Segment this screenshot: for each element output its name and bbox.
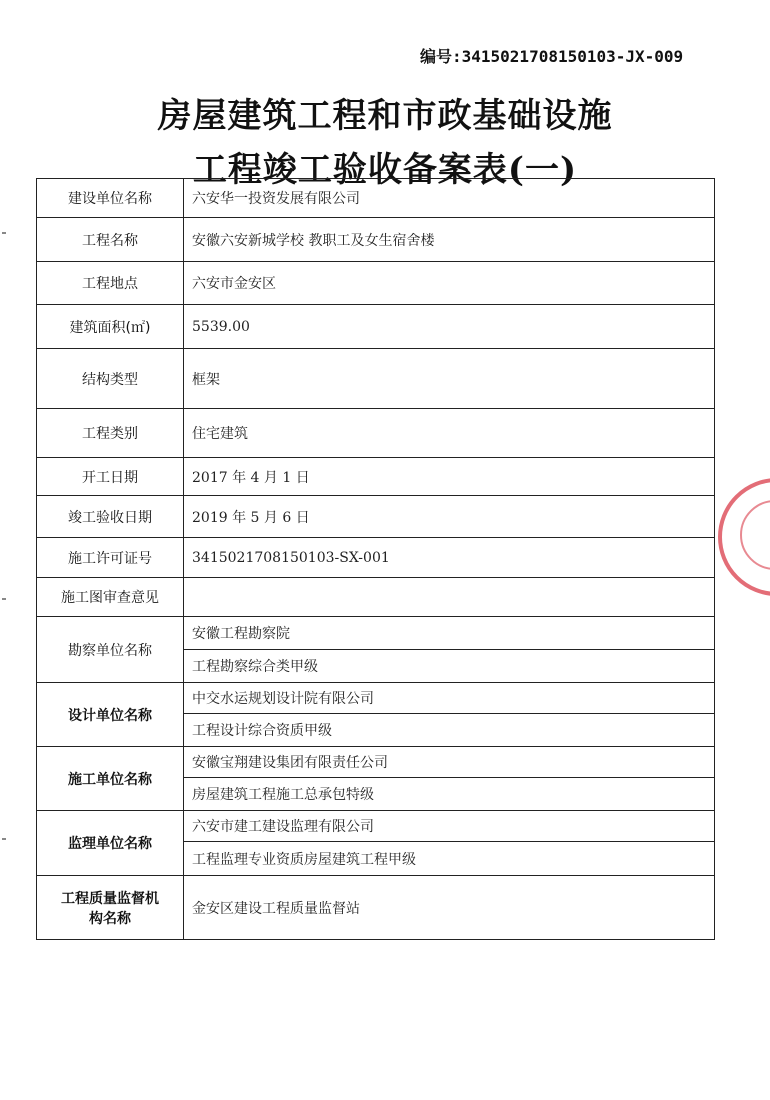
scan-edge-mark <box>2 838 6 840</box>
row-area <box>37 305 715 349</box>
title-line-1: 房屋建筑工程和市政基础设施 <box>157 96 613 136</box>
value-permit-no: 3415021708150103-SX-001 <box>184 538 715 578</box>
label-structure: 结构类型 <box>37 349 184 409</box>
scan-edge-mark <box>2 598 6 600</box>
label-start-date: 开工日期 <box>37 458 184 496</box>
row-acceptance-date <box>37 496 715 538</box>
label-survey: 勘察单位名称 <box>37 617 184 683</box>
value-structure: 框架 <box>184 349 715 409</box>
title-line-2: 工程竣工验收备案表(一) <box>192 150 578 190</box>
label-area: 建筑面积(㎡) <box>37 305 184 349</box>
label-drawing-review: 施工图审查意见 <box>37 578 184 617</box>
label-construction: 施工单位名称 <box>37 747 184 811</box>
row-structure <box>37 349 715 409</box>
value-area: 5539.00 <box>184 305 715 349</box>
label-supervision: 监理单位名称 <box>37 811 184 876</box>
row-start-date <box>37 458 715 496</box>
value-design-qualification: 工程设计综合资质甲级 <box>184 714 715 747</box>
value-acceptance-date: 2019 年 5 月 6 日 <box>184 496 715 538</box>
label-project-name: 工程名称 <box>37 218 184 262</box>
value-project-name: 安徽六安新城学校 教职工及女生宿舍楼 <box>184 218 715 262</box>
scan-edge-mark <box>2 232 6 234</box>
label-permit-no: 施工许可证号 <box>37 538 184 578</box>
row-supervision-name <box>37 811 715 842</box>
value-location: 六安市金安区 <box>184 262 715 305</box>
row-permit-no <box>37 538 715 578</box>
value-survey-qualification: 工程勘察综合类甲级 <box>184 650 715 683</box>
value-supervision-qualification: 工程监理专业资质房屋建筑工程甲级 <box>184 842 715 876</box>
label-location: 工程地点 <box>37 262 184 305</box>
label-quality-station <box>37 876 184 940</box>
value-drawing-review <box>184 578 715 617</box>
label-quality-station-line-1: 工程质量监督机 <box>61 890 159 907</box>
filing-form-table <box>36 178 715 940</box>
value-start-date: 2017 年 4 月 1 日 <box>184 458 715 496</box>
row-survey-name <box>37 617 715 650</box>
row-category <box>37 409 715 458</box>
document-number: 编号:3415021708150103-JX-009 <box>420 47 684 66</box>
row-quality-station <box>37 876 715 940</box>
label-acceptance-date: 竣工验收日期 <box>37 496 184 538</box>
value-builder: 六安华一投资发展有限公司 <box>184 179 715 218</box>
row-project-name <box>37 218 715 262</box>
row-builder <box>37 179 715 218</box>
row-construction-name <box>37 747 715 778</box>
label-builder: 建设单位名称 <box>37 179 184 218</box>
label-design: 设计单位名称 <box>37 683 184 747</box>
label-category: 工程类别 <box>37 409 184 458</box>
row-design-name <box>37 683 715 714</box>
value-design: 中交水运规划设计院有限公司 <box>184 683 715 714</box>
value-construction-qualification: 房屋建筑工程施工总承包特级 <box>184 778 715 811</box>
value-quality-station: 金安区建设工程质量监督站 <box>184 876 715 940</box>
value-survey: 安徽工程勘察院 <box>184 617 715 650</box>
value-category: 住宅建筑 <box>184 409 715 458</box>
value-construction: 安徽宝翔建设集团有限责任公司 <box>184 747 715 778</box>
value-supervision: 六安市建工建设监理有限公司 <box>184 811 715 842</box>
label-quality-station-line-2: 构名称 <box>89 910 131 927</box>
row-drawing-review <box>37 578 715 617</box>
row-location <box>37 262 715 305</box>
